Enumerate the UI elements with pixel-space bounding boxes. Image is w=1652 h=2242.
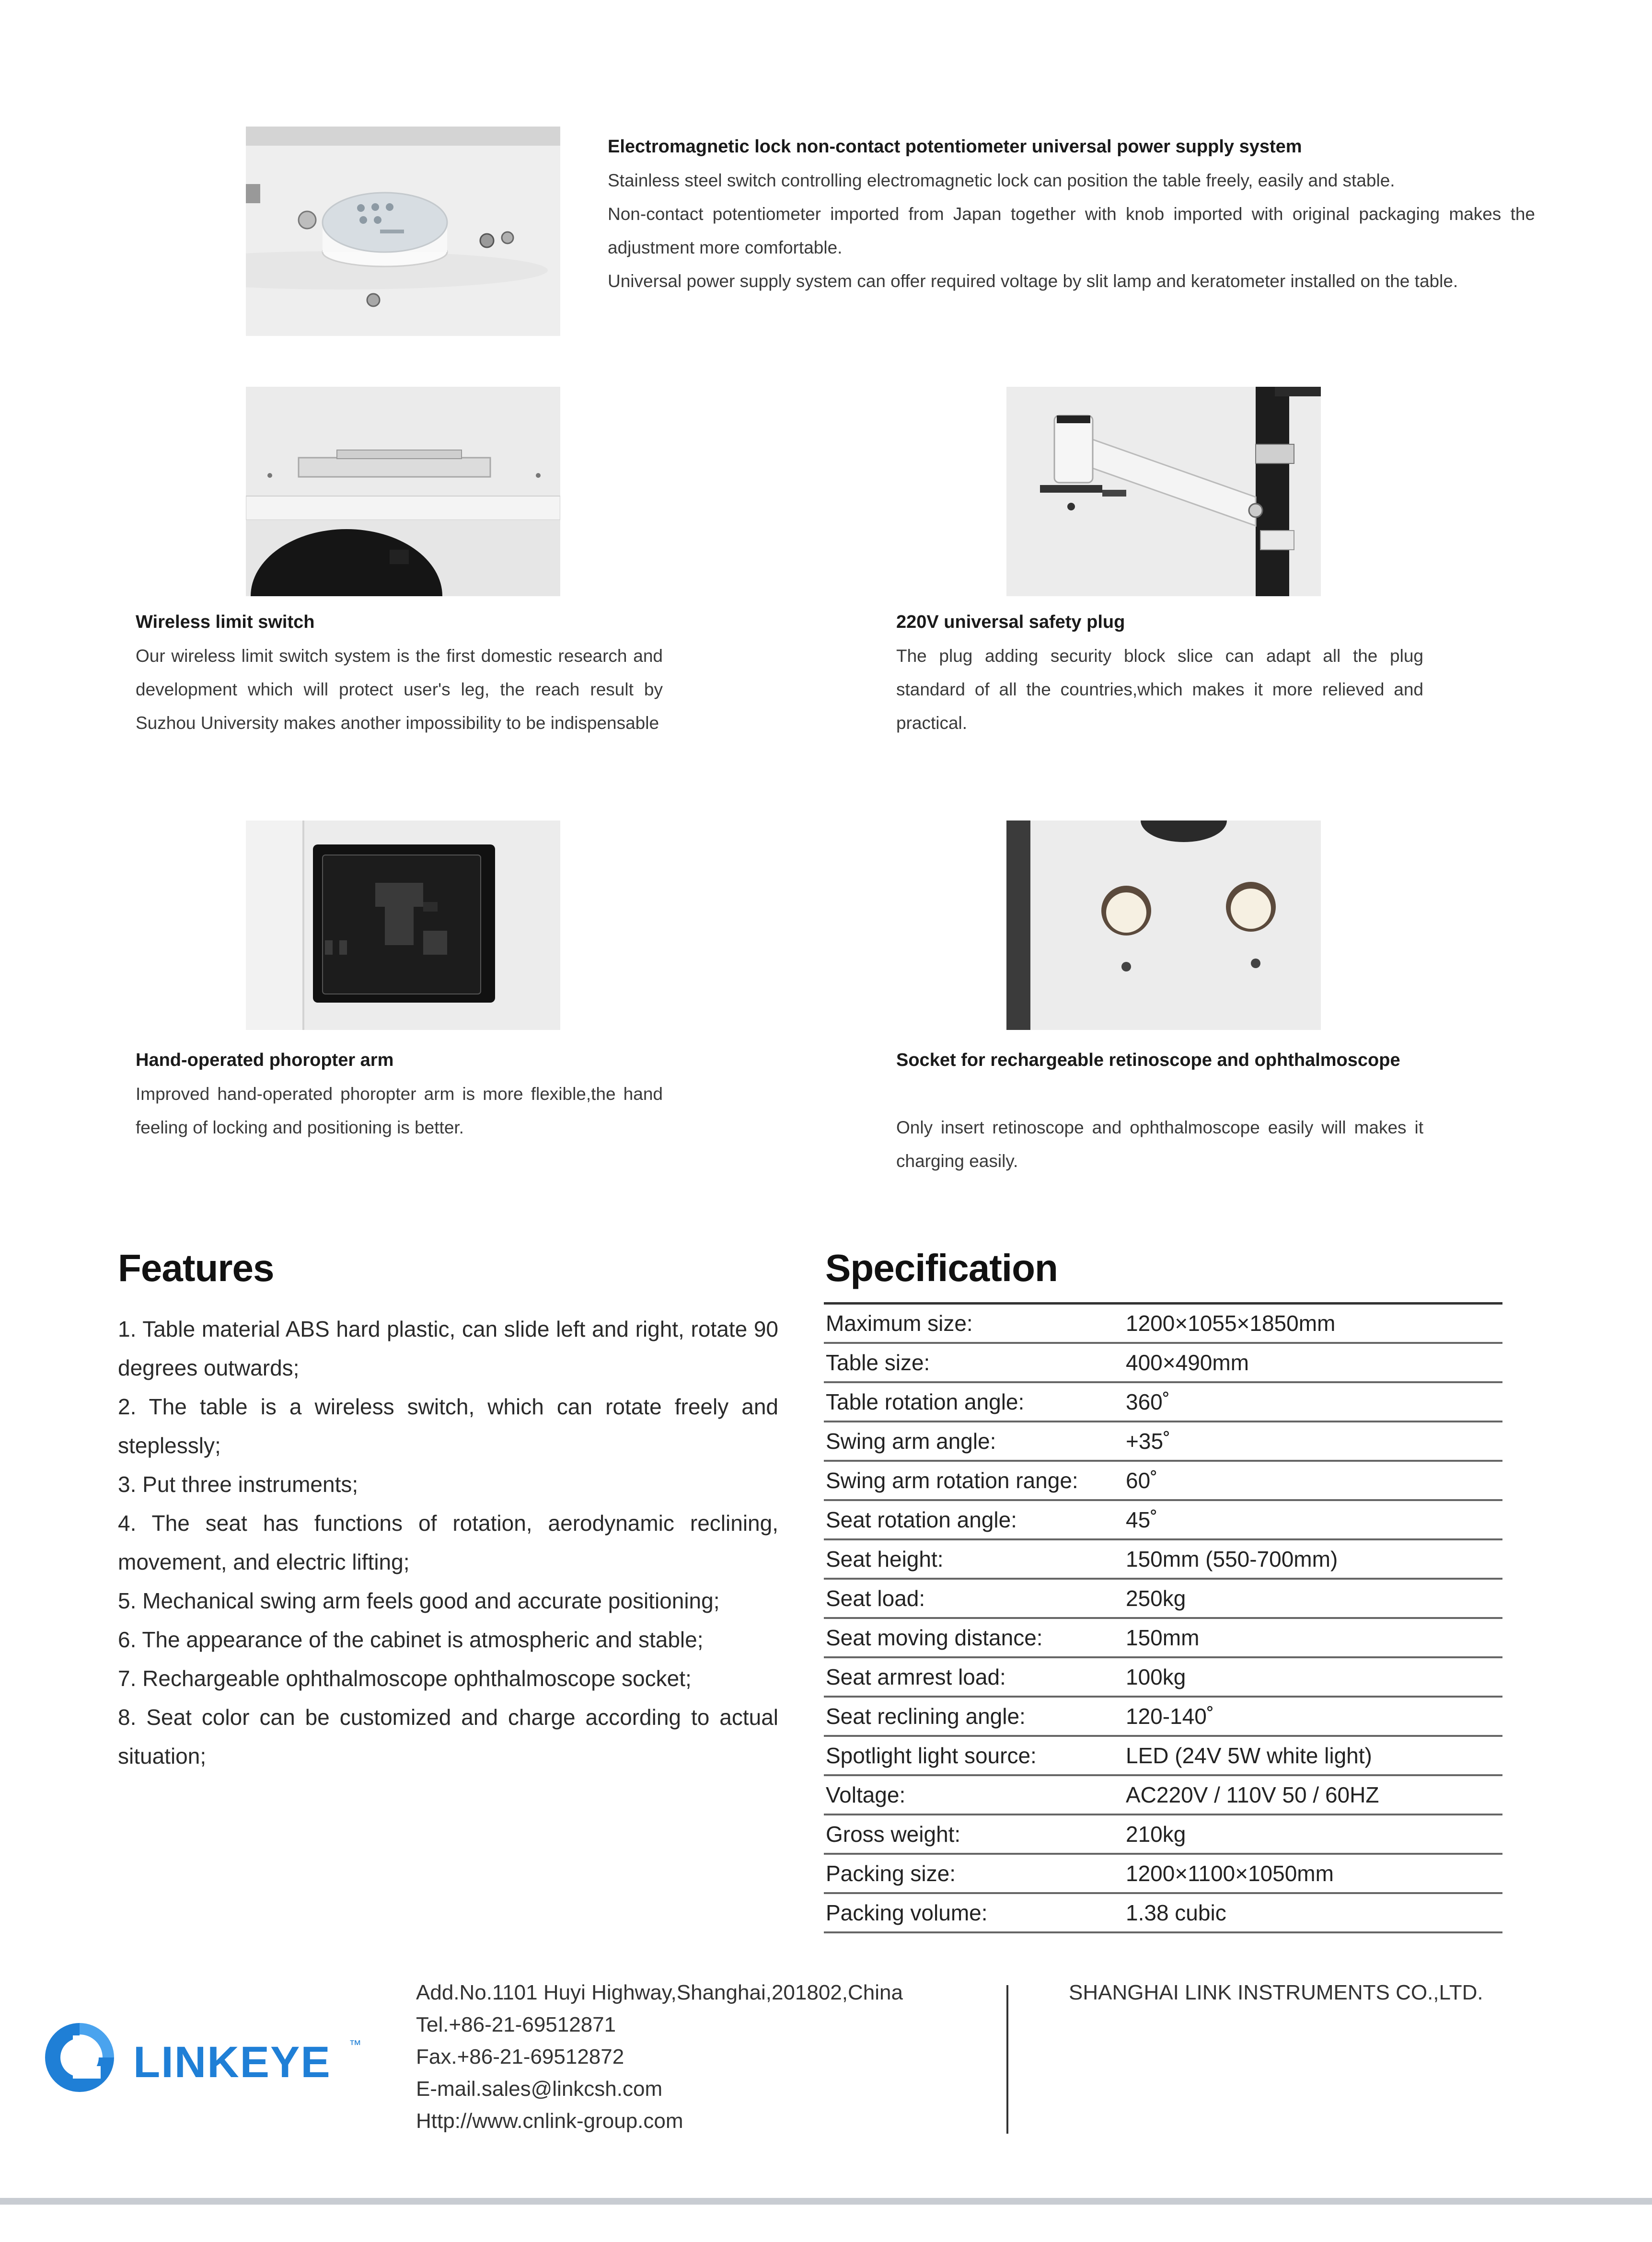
phoropter-arm-photo xyxy=(246,821,560,1030)
spec-value: 120-140˚ xyxy=(1126,1704,1214,1729)
spec-value: +35˚ xyxy=(1126,1429,1171,1454)
spec-row xyxy=(824,1619,1502,1658)
feature-text-power-supply-1: Stainless steel switch controlling electromagnetic lock can position the table freely, easily and stable. xyxy=(608,171,1395,190)
logo-trademark: ™ xyxy=(349,2037,361,2052)
feature-text-retinoscope-socket: Only insert retinoscope and ophthalmoscope easily will makes it charging easily. xyxy=(896,1118,1423,1171)
spec-row xyxy=(824,1383,1502,1422)
feature-item: 5. Mechanical swing arm feels good and accurate positioning; xyxy=(118,1588,720,1613)
power-supply-photo xyxy=(246,127,560,336)
logo-mark-icon xyxy=(41,2019,118,2096)
spec-row xyxy=(824,1894,1502,1933)
feature-text-power-supply-2: Non-contact potentiometer imported from Japan together with knob imported with original packaging makes the adjustment more comfortable. xyxy=(608,204,1535,257)
spec-row xyxy=(824,1698,1502,1737)
feature-text-phoropter-arm: Improved hand-operated phoropter arm is more flexible,the hand feeling of locking and positioning is better. xyxy=(136,1084,663,1137)
feature-text-power-supply-3: Universal power supply system can offer required voltage by slit lamp and keratometer installed on the table. xyxy=(608,271,1458,291)
spec-row xyxy=(824,1344,1502,1383)
spec-label: Swing arm angle: xyxy=(826,1429,996,1454)
features-list xyxy=(118,1310,778,1776)
spec-row xyxy=(824,1776,1502,1815)
spec-label: Table rotation angle: xyxy=(826,1389,1025,1414)
spec-value: 1.38 cubic xyxy=(1126,1900,1226,1925)
feature-title-safety-plug: 220V universal safety plug xyxy=(896,612,1125,632)
spec-value: 1200×1055×1850mm xyxy=(1126,1311,1336,1336)
spec-label: Swing arm rotation range: xyxy=(826,1468,1078,1493)
footer-divider xyxy=(1006,1985,1008,2134)
specification-heading: Specification xyxy=(825,1247,1058,1289)
spec-value: AC220V / 110V 50 / 60HZ xyxy=(1126,1782,1379,1807)
contact-block xyxy=(416,1976,991,2137)
spec-value: 100kg xyxy=(1126,1664,1186,1689)
feature-title-retinoscope-socket: Socket for rechargeable retinoscope and ophthalmoscope xyxy=(896,1050,1400,1070)
feature-item: 7. Rechargeable ophthalmoscope ophthalmoscope socket; xyxy=(118,1666,692,1691)
logo-wordmark: LINKEYE xyxy=(133,2038,331,2087)
spec-row xyxy=(824,1422,1502,1462)
spec-value: 45˚ xyxy=(1126,1507,1158,1532)
feature-title-power-supply: Electromagnetic lock non-contact potentiometer universal power supply system xyxy=(608,137,1302,157)
feature-text-limit-switch: Our wireless limit switch system is the first domestic research and development which will protect user's leg, the reach result by Suzhou University makes another impossibility to be indispensable xyxy=(136,646,663,733)
feature-title-phoropter-arm: Hand-operated phoropter arm xyxy=(136,1050,394,1070)
spec-row xyxy=(824,1737,1502,1776)
spec-label: Voltage: xyxy=(826,1782,906,1807)
limit-switch-photo xyxy=(246,387,560,596)
spec-label: Seat moving distance: xyxy=(826,1625,1043,1650)
spec-label: Seat load: xyxy=(826,1586,925,1611)
spec-label: Spotlight light source: xyxy=(826,1743,1037,1768)
spec-value: 60˚ xyxy=(1126,1468,1158,1493)
feature-item: 6. The appearance of the cabinet is atmospheric and stable; xyxy=(118,1627,704,1652)
feature-item: 3. Put three instruments; xyxy=(118,1472,358,1497)
spec-value: 150mm (550-700mm) xyxy=(1126,1547,1338,1572)
bottom-rule xyxy=(0,2198,1652,2205)
spec-label: Packing size: xyxy=(826,1861,956,1886)
spec-row xyxy=(824,1658,1502,1698)
spec-label: Maximum size: xyxy=(826,1311,973,1336)
spec-label: Seat armrest load: xyxy=(826,1664,1006,1689)
spec-value: 150mm xyxy=(1126,1625,1200,1650)
email-link[interactable]: E-mail.sales@linkcsh.com xyxy=(416,2077,663,2101)
retinoscope-socket-photo xyxy=(1006,821,1321,1030)
spec-label: Seat rotation angle: xyxy=(826,1507,1017,1532)
spec-value: 360˚ xyxy=(1126,1389,1170,1414)
spec-value: 400×490mm xyxy=(1126,1350,1249,1375)
feature-item: 4. The seat has functions of rotation, aerodynamic reclining, movement, and electric lifting; xyxy=(118,1511,778,1574)
feature-item: 8. Seat color can be customized and charge according to actual situation; xyxy=(118,1705,778,1768)
feature-title-limit-switch: Wireless limit switch xyxy=(136,612,315,632)
fax-text: Fax.+86-21-69512872 xyxy=(416,2045,624,2069)
spec-label: Seat reclining angle: xyxy=(826,1704,1026,1729)
spec-label: Table size: xyxy=(826,1350,930,1375)
spec-label: Gross weight: xyxy=(826,1822,961,1847)
spec-value: LED (24V 5W white light) xyxy=(1126,1743,1372,1768)
spec-label: Seat height: xyxy=(826,1547,944,1572)
feature-item: 1. Table material ABS hard plastic, can slide left and right, rotate 90 degrees outwards; xyxy=(118,1317,778,1380)
linkeye-logo xyxy=(41,2019,377,2096)
tel-text: Tel.+86-21-69512871 xyxy=(416,2013,616,2036)
spec-value: 1200×1100×1050mm xyxy=(1126,1861,1334,1886)
spec-row xyxy=(824,1815,1502,1855)
spec-row xyxy=(824,1501,1502,1540)
address-text: Add.No.1101 Huyi Highway,Shanghai,201802,China xyxy=(416,1981,903,2004)
spec-row xyxy=(824,1305,1502,1344)
safety-plug-photo xyxy=(1006,387,1321,596)
spec-label: Packing volume: xyxy=(826,1900,988,1925)
features-heading: Features xyxy=(118,1247,274,1289)
spec-value: 250kg xyxy=(1126,1586,1186,1611)
spec-row xyxy=(824,1855,1502,1894)
company-name: SHANGHAI LINK INSTRUMENTS CO.,LTD. xyxy=(1069,1981,1483,2004)
feature-item: 2. The table is a wireless switch, which can rotate freely and steplessly; xyxy=(118,1394,778,1458)
specification-table xyxy=(824,1302,1502,1933)
feature-text-safety-plug: The plug adding security block slice can adapt all the plug standard of all the countries,which makes it more relieved and practical. xyxy=(896,646,1423,733)
spec-value: 210kg xyxy=(1126,1822,1186,1847)
spec-row xyxy=(824,1462,1502,1501)
spec-row xyxy=(824,1540,1502,1580)
spec-row xyxy=(824,1580,1502,1619)
website-link[interactable]: Http://www.cnlink-group.com xyxy=(416,2109,683,2133)
